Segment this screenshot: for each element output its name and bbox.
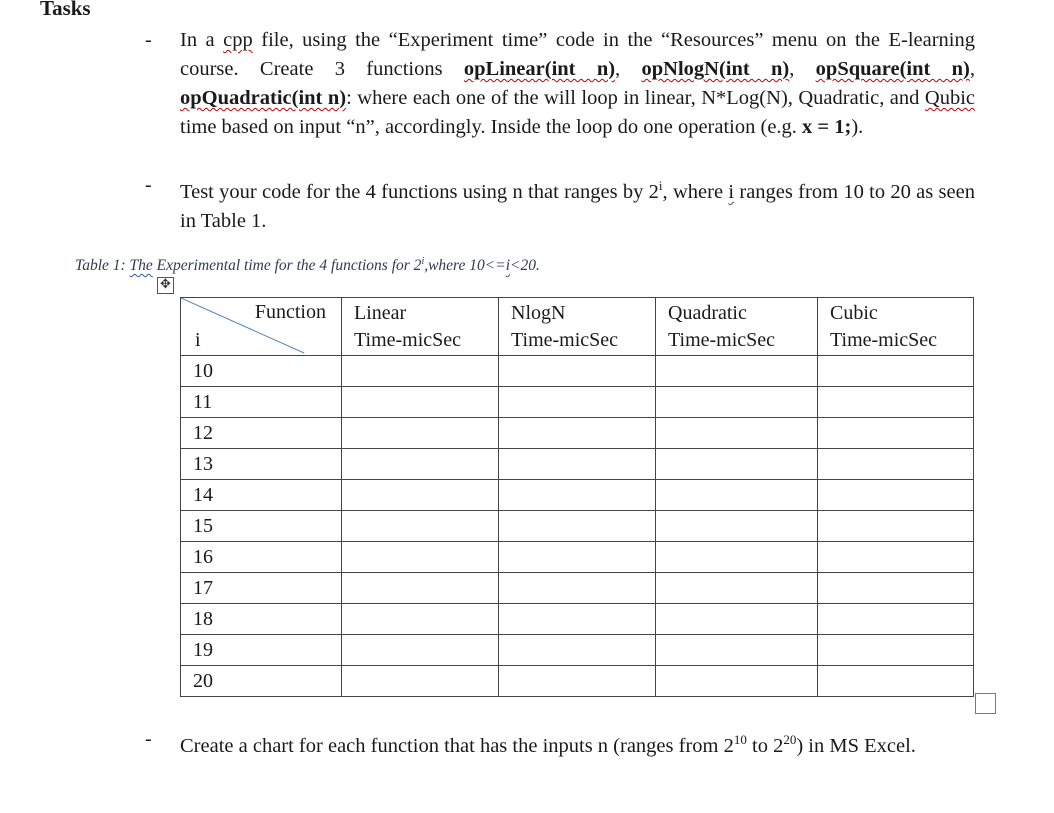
row-index-cell[interactable]: 11 [181, 387, 342, 418]
table-row [181, 387, 974, 418]
function-name: opQuadratic(int n) [180, 87, 347, 109]
time-cell[interactable] [499, 604, 656, 635]
time-cell[interactable] [818, 542, 974, 573]
time-cell[interactable] [499, 635, 656, 666]
row-index-cell[interactable]: 17 [181, 573, 342, 604]
time-cell[interactable] [818, 387, 974, 418]
task-text-3: Create a chart for each function that has the inputs n (ranges from $2^{10}$ to $2^{20}$) in MS Excel. [180, 732, 916, 757]
function-name: opLinear(int n) [463, 58, 616, 80]
time-cell[interactable] [342, 418, 499, 449]
time-cell[interactable] [342, 511, 499, 542]
task-text-2: Test your code for the 4 functions using n that ranges by 2$^i$, where i ranges from 10 to 20 as seen in Table 1. [180, 178, 975, 232]
time-cell[interactable] [656, 573, 818, 604]
task-bullet-1 [145, 26, 975, 142]
time-cell[interactable] [499, 480, 656, 511]
time-cell[interactable] [818, 480, 974, 511]
time-cell[interactable] [342, 387, 499, 418]
header-cubic[interactable]: Cubic Time-micSec [818, 298, 974, 356]
time-cell[interactable] [499, 387, 656, 418]
spellcheck-word: i [728, 180, 735, 203]
time-cell[interactable] [499, 511, 656, 542]
time-cell[interactable] [818, 604, 974, 635]
table-row [181, 635, 974, 666]
time-cell[interactable] [342, 666, 499, 697]
table-row [181, 418, 974, 449]
time-cell[interactable] [499, 573, 656, 604]
task-text-1: In a cpp file, using the “Experiment time” code in the “Resources” menu on the E-learning course. Create 3 functions opLinear(int n), opNlogN(int n), opSquare(int n), opQuadratic(int n): where each one of the will loop in linear, N*Log(N), Quadratic, and Qubic time based on input “n”, accordingly. Inside the loop do one operation (e.g. x = 1;). [180, 29, 976, 138]
time-cell[interactable] [342, 635, 499, 666]
time-cell[interactable] [818, 418, 974, 449]
function-label: Function [254, 301, 326, 323]
time-cell[interactable] [656, 666, 818, 697]
table-row [181, 356, 974, 387]
function-name: opSquare(int n) [815, 58, 970, 80]
time-cell[interactable] [656, 356, 818, 387]
time-cell[interactable] [342, 542, 499, 573]
time-cell[interactable] [499, 666, 656, 697]
time-cell[interactable] [342, 356, 499, 387]
header-quadratic[interactable]: Quadratic Time-micSec [656, 298, 818, 356]
page-heading: Tasks [40, 0, 91, 20]
bullet-dash: - [145, 174, 152, 196]
table-row [181, 480, 974, 511]
row-index-cell[interactable]: 16 [181, 542, 342, 573]
row-index-cell[interactable]: 14 [181, 480, 342, 511]
row-index-cell[interactable]: 18 [181, 604, 342, 635]
time-cell[interactable] [656, 418, 818, 449]
time-cell[interactable] [656, 604, 818, 635]
time-cell[interactable] [818, 635, 974, 666]
table-row [181, 511, 974, 542]
time-cell[interactable] [656, 449, 818, 480]
header-linear[interactable]: Linear Time-micSec [342, 298, 499, 356]
spellcheck-word: cpp [223, 29, 253, 51]
experiment-table [180, 297, 974, 697]
time-cell[interactable] [499, 542, 656, 573]
time-cell[interactable] [656, 387, 818, 418]
time-cell[interactable] [818, 573, 974, 604]
time-cell[interactable] [499, 449, 656, 480]
corner-header-cell[interactable] [181, 298, 342, 356]
function-name: opNlogN(int n) [641, 58, 790, 80]
time-cell[interactable] [656, 511, 818, 542]
table-row [181, 666, 974, 697]
row-index-cell[interactable]: 20 [181, 666, 342, 697]
time-cell[interactable] [342, 449, 499, 480]
table-header-row [181, 298, 974, 356]
table-row [181, 573, 974, 604]
table-row [181, 542, 974, 573]
bullet-dash: - [145, 29, 152, 51]
time-cell[interactable] [656, 542, 818, 573]
row-index-cell[interactable]: 19 [181, 635, 342, 666]
i-label: i [195, 329, 201, 351]
time-cell[interactable] [656, 635, 818, 666]
table-row [181, 449, 974, 480]
header-nlogn[interactable]: NlogN Time-micSec [499, 298, 656, 356]
time-cell[interactable] [818, 511, 974, 542]
time-cell[interactable] [342, 604, 499, 635]
time-cell[interactable] [818, 356, 974, 387]
spellcheck-word: Qubic [924, 87, 975, 109]
code-snippet: x = 1; [802, 116, 852, 138]
time-cell[interactable] [342, 573, 499, 604]
resize-square-icon[interactable] [975, 693, 996, 714]
table-caption: Table 1: The Experimental time for the 4 functions for 2$^i$,where 10<=i<20. [75, 256, 540, 275]
time-cell[interactable] [818, 449, 974, 480]
time-cell[interactable] [342, 480, 499, 511]
task-bullet-2 [145, 171, 975, 236]
bullet-dash: - [145, 728, 152, 750]
row-index-cell[interactable]: 15 [181, 511, 342, 542]
time-cell[interactable] [656, 480, 818, 511]
row-index-cell[interactable]: 13 [181, 449, 342, 480]
row-index-cell[interactable]: 10 [181, 356, 342, 387]
task-bullet-3 [145, 725, 975, 761]
move-arrows-icon[interactable]: ✥ [157, 277, 174, 294]
time-cell[interactable] [499, 356, 656, 387]
time-cell[interactable] [818, 666, 974, 697]
table-row [181, 604, 974, 635]
row-index-cell[interactable]: 12 [181, 418, 342, 449]
time-cell[interactable] [499, 418, 656, 449]
